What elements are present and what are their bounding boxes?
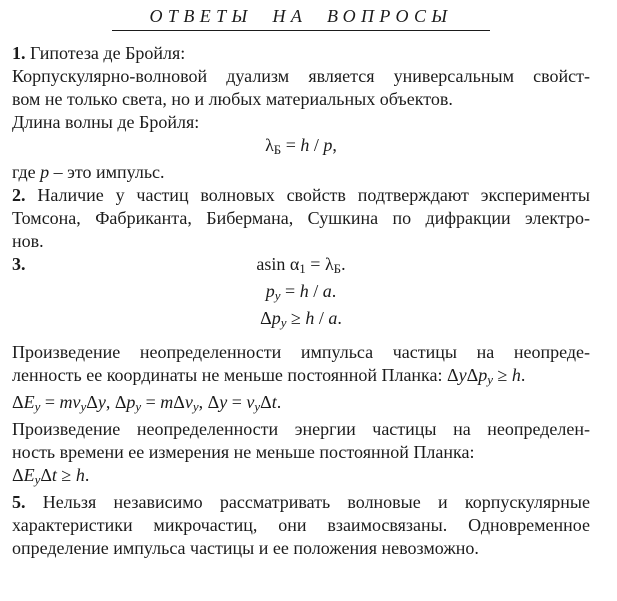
uncertainty-energy-line-2: ность времени ее измерения не меньше постоянной Планка:	[12, 442, 475, 463]
answer-5-line-3: определение импульса частицы и ее положения невозможно.	[12, 537, 479, 558]
momentum-note-line: где p – это импульс.	[12, 161, 165, 182]
answer-3-formula-2: py = h / a.	[265, 280, 337, 303]
uncertainty-relations-formula: ΔEy = mvyΔy, Δpy = mΔvy, Δy = vyΔt.	[12, 392, 282, 415]
answer-2-line-1: 2. Наличие у частиц волновых свойств подтверждают эксперименты	[12, 184, 590, 205]
de-broglie-wavelength-intro: Длина волны де Бройля:	[12, 112, 200, 132]
answer-1-paragraph-line-1: Корпускулярно-волновой дуализм является универсальным свойст-	[12, 66, 590, 86]
page-header	[12, 6, 590, 31]
answer-5-line-2: характеристики микрочастиц, они взаимосвязаны. Одновременное	[12, 514, 590, 535]
answer-3-formula-3: Δpy ≥ h / a.	[260, 307, 342, 330]
de-broglie-formula: λБ = h / p,	[265, 135, 337, 157]
uncertainty-momentum-line-1: Произведение неопределенности импульса частицы на неопреде-	[12, 342, 590, 363]
answer-3-number: 3.	[12, 253, 26, 274]
answer-3-formula-1	[12, 253, 590, 280]
page-title: ОТВЕТЫ НА ВОПРОСЫ	[112, 6, 491, 31]
uncertainty-momentum-line-2: ленность ее координаты не меньше постоянной Планка: ΔyΔpy ≥ h.	[12, 365, 526, 388]
answer-1-paragraph-line-2: вом не только света, но и любых материальных объектов.	[12, 89, 453, 109]
answer-2-line-3: нов.	[12, 230, 44, 251]
answer-3-formula-1-text: asin α1 = λБ.	[256, 253, 346, 276]
uncertainty-energy-line-1: Произведение неопределенности энергии частицы на неопределен-	[12, 419, 590, 440]
answer-1-label-line: 1. Гипотеза де Бройля:	[12, 43, 186, 63]
answer-5-line-1: 5. Нельзя независимо рассматривать волновые и корпускулярные	[12, 491, 590, 512]
answer-2-line-2: Томсона, Фабриканта, Бибермана, Сушкина по дифракции электро-	[12, 207, 590, 228]
energy-time-formula: ΔEyΔt ≥ h.	[12, 465, 90, 487]
